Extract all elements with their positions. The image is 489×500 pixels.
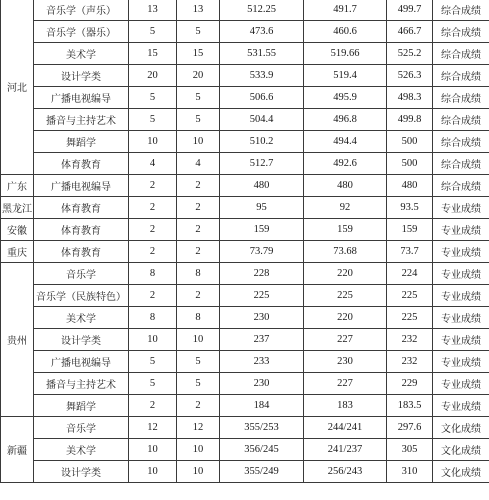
min-score-cell: 494.4 xyxy=(304,131,387,153)
major-cell: 体育教育 xyxy=(34,241,129,263)
major-cell: 体育教育 xyxy=(34,153,129,175)
table-row xyxy=(1,285,489,307)
admission-basis-cell: 综合成绩 xyxy=(433,0,489,21)
enrolled-count-cell: 13 xyxy=(177,0,220,21)
plan-count-cell: 12 xyxy=(129,417,177,439)
max-score-cell: 510.2 xyxy=(220,131,304,153)
admission-basis-cell: 综合成绩 xyxy=(433,87,489,109)
max-score-cell: 237 xyxy=(220,329,304,351)
plan-count-cell: 15 xyxy=(129,43,177,65)
enrolled-count-cell: 2 xyxy=(177,285,220,307)
enrolled-count-cell: 2 xyxy=(177,219,220,241)
min-score-cell: 73.68 xyxy=(304,241,387,263)
enrolled-count-cell: 2 xyxy=(177,197,220,219)
min-score-cell: 256/243 xyxy=(304,461,387,483)
max-score-cell: 506.6 xyxy=(220,87,304,109)
avg-score-cell: 500 xyxy=(387,131,433,153)
major-cell: 音乐学（民族特色） xyxy=(34,285,129,307)
admission-basis-cell: 综合成绩 xyxy=(433,109,489,131)
table-row xyxy=(1,373,489,395)
admission-basis-cell: 文化成绩 xyxy=(433,439,489,461)
plan-count-cell: 8 xyxy=(129,307,177,329)
major-cell: 音乐学（器乐） xyxy=(34,21,129,43)
avg-score-cell: 232 xyxy=(387,351,433,373)
avg-score-cell: 93.5 xyxy=(387,197,433,219)
admission-basis-cell: 综合成绩 xyxy=(433,65,489,87)
max-score-cell: 533.9 xyxy=(220,65,304,87)
min-score-cell: 225 xyxy=(304,285,387,307)
min-score-cell: 495.9 xyxy=(304,87,387,109)
avg-score-cell: 500 xyxy=(387,153,433,175)
major-cell: 设计学类 xyxy=(34,461,129,483)
major-cell: 播音与主持艺术 xyxy=(34,109,129,131)
major-cell: 广播电视编导 xyxy=(34,175,129,197)
min-score-cell: 220 xyxy=(304,263,387,285)
admission-basis-cell: 专业成绩 xyxy=(433,373,489,395)
plan-count-cell: 2 xyxy=(129,395,177,417)
major-cell: 体育教育 xyxy=(34,219,129,241)
max-score-cell: 233 xyxy=(220,351,304,373)
max-score-cell: 504.4 xyxy=(220,109,304,131)
region-cell: 重庆 xyxy=(1,241,34,263)
avg-score-cell: 499.7 xyxy=(387,0,433,21)
min-score-cell: 519.66 xyxy=(304,43,387,65)
min-score-cell: 496.8 xyxy=(304,109,387,131)
admission-basis-cell: 综合成绩 xyxy=(433,131,489,153)
major-cell: 舞蹈学 xyxy=(34,131,129,153)
admission-basis-cell: 专业成绩 xyxy=(433,219,489,241)
table-row xyxy=(1,175,489,197)
admission-basis-cell: 专业成绩 xyxy=(433,263,489,285)
table-row xyxy=(1,43,489,65)
avg-score-cell: 305 xyxy=(387,439,433,461)
avg-score-cell: 73.7 xyxy=(387,241,433,263)
plan-count-cell: 2 xyxy=(129,175,177,197)
admission-basis-cell: 文化成绩 xyxy=(433,417,489,439)
table-row xyxy=(1,65,489,87)
min-score-cell: 159 xyxy=(304,219,387,241)
plan-count-cell: 2 xyxy=(129,241,177,263)
avg-score-cell: 466.7 xyxy=(387,21,433,43)
major-cell: 舞蹈学 xyxy=(34,395,129,417)
min-score-cell: 460.6 xyxy=(304,21,387,43)
admission-basis-cell: 专业成绩 xyxy=(433,241,489,263)
major-cell: 设计学类 xyxy=(34,329,129,351)
avg-score-cell: 224 xyxy=(387,263,433,285)
enrolled-count-cell: 5 xyxy=(177,351,220,373)
plan-count-cell: 5 xyxy=(129,351,177,373)
avg-score-cell: 525.2 xyxy=(387,43,433,65)
table-row xyxy=(1,0,489,21)
avg-score-cell: 499.8 xyxy=(387,109,433,131)
plan-count-cell: 5 xyxy=(129,109,177,131)
enrolled-count-cell: 12 xyxy=(177,417,220,439)
table-row xyxy=(1,395,489,417)
avg-score-cell: 229 xyxy=(387,373,433,395)
max-score-cell: 531.55 xyxy=(220,43,304,65)
table-row xyxy=(1,87,489,109)
admission-basis-cell: 专业成绩 xyxy=(433,395,489,417)
max-score-cell: 356/245 xyxy=(220,439,304,461)
major-cell: 广播电视编导 xyxy=(34,351,129,373)
max-score-cell: 73.79 xyxy=(220,241,304,263)
major-cell: 体育教育 xyxy=(34,197,129,219)
enrolled-count-cell: 5 xyxy=(177,373,220,395)
max-score-cell: 230 xyxy=(220,307,304,329)
admission-basis-cell: 专业成绩 xyxy=(433,307,489,329)
enrolled-count-cell: 8 xyxy=(177,263,220,285)
enrolled-count-cell: 10 xyxy=(177,461,220,483)
plan-count-cell: 2 xyxy=(129,197,177,219)
admission-basis-cell: 文化成绩 xyxy=(433,461,489,483)
table-row xyxy=(1,241,489,263)
admission-basis-cell: 专业成绩 xyxy=(433,329,489,351)
enrolled-count-cell: 5 xyxy=(177,21,220,43)
table-row xyxy=(1,197,489,219)
enrolled-count-cell: 10 xyxy=(177,131,220,153)
major-cell: 广播电视编导 xyxy=(34,87,129,109)
major-cell: 音乐学 xyxy=(34,263,129,285)
plan-count-cell: 10 xyxy=(129,131,177,153)
plan-count-cell: 10 xyxy=(129,439,177,461)
table-row xyxy=(1,21,489,43)
max-score-cell: 225 xyxy=(220,285,304,307)
avg-score-cell: 498.3 xyxy=(387,87,433,109)
region-cell: 河北 xyxy=(1,0,34,175)
major-cell: 美术学 xyxy=(34,439,129,461)
enrolled-count-cell: 10 xyxy=(177,329,220,351)
avg-score-cell: 232 xyxy=(387,329,433,351)
plan-count-cell: 4 xyxy=(129,153,177,175)
plan-count-cell: 20 xyxy=(129,65,177,87)
admission-basis-cell: 综合成绩 xyxy=(433,153,489,175)
table-row xyxy=(1,461,489,483)
table-row xyxy=(1,417,489,439)
avg-score-cell: 225 xyxy=(387,285,433,307)
min-score-cell: 220 xyxy=(304,307,387,329)
min-score-cell: 92 xyxy=(304,197,387,219)
avg-score-cell: 526.3 xyxy=(387,65,433,87)
max-score-cell: 512.25 xyxy=(220,0,304,21)
enrolled-count-cell: 4 xyxy=(177,153,220,175)
enrolled-count-cell: 8 xyxy=(177,307,220,329)
max-score-cell: 480 xyxy=(220,175,304,197)
max-score-cell: 159 xyxy=(220,219,304,241)
plan-count-cell: 13 xyxy=(129,0,177,21)
table-row xyxy=(1,329,489,351)
min-score-cell: 227 xyxy=(304,373,387,395)
avg-score-cell: 159 xyxy=(387,219,433,241)
min-score-cell: 183 xyxy=(304,395,387,417)
enrolled-count-cell: 2 xyxy=(177,241,220,263)
admission-basis-cell: 综合成绩 xyxy=(433,175,489,197)
table-row xyxy=(1,351,489,373)
major-cell: 音乐学（声乐） xyxy=(34,0,129,21)
max-score-cell: 230 xyxy=(220,373,304,395)
major-cell: 播音与主持艺术 xyxy=(34,373,129,395)
admission-basis-cell: 综合成绩 xyxy=(433,43,489,65)
max-score-cell: 355/253 xyxy=(220,417,304,439)
table-row xyxy=(1,307,489,329)
major-cell: 美术学 xyxy=(34,43,129,65)
plan-count-cell: 10 xyxy=(129,461,177,483)
table-row xyxy=(1,109,489,131)
table-row xyxy=(1,439,489,461)
avg-score-cell: 297.6 xyxy=(387,417,433,439)
min-score-cell: 244/241 xyxy=(304,417,387,439)
table-row xyxy=(1,131,489,153)
enrolled-count-cell: 2 xyxy=(177,175,220,197)
enrolled-count-cell: 5 xyxy=(177,87,220,109)
plan-count-cell: 2 xyxy=(129,219,177,241)
min-score-cell: 227 xyxy=(304,329,387,351)
plan-count-cell: 10 xyxy=(129,329,177,351)
major-cell: 美术学 xyxy=(34,307,129,329)
avg-score-cell: 225 xyxy=(387,307,433,329)
enrolled-count-cell: 15 xyxy=(177,43,220,65)
region-cell: 黑龙江 xyxy=(1,197,34,219)
min-score-cell: 519.4 xyxy=(304,65,387,87)
min-score-cell: 480 xyxy=(304,175,387,197)
major-cell: 音乐学 xyxy=(34,417,129,439)
avg-score-cell: 480 xyxy=(387,175,433,197)
admission-basis-cell: 专业成绩 xyxy=(433,351,489,373)
admission-basis-cell: 综合成绩 xyxy=(433,21,489,43)
admission-basis-cell: 专业成绩 xyxy=(433,285,489,307)
min-score-cell: 241/237 xyxy=(304,439,387,461)
enrolled-count-cell: 5 xyxy=(177,109,220,131)
admission-basis-cell: 专业成绩 xyxy=(433,197,489,219)
avg-score-cell: 183.5 xyxy=(387,395,433,417)
plan-count-cell: 5 xyxy=(129,87,177,109)
max-score-cell: 95 xyxy=(220,197,304,219)
region-cell: 贵州 xyxy=(1,263,34,417)
max-score-cell: 512.7 xyxy=(220,153,304,175)
min-score-cell: 492.6 xyxy=(304,153,387,175)
min-score-cell: 230 xyxy=(304,351,387,373)
region-cell: 新疆 xyxy=(1,417,34,483)
plan-count-cell: 5 xyxy=(129,21,177,43)
enrolled-count-cell: 2 xyxy=(177,395,220,417)
region-cell: 广东 xyxy=(1,175,34,197)
region-cell: 安徽 xyxy=(1,219,34,241)
table-row xyxy=(1,219,489,241)
avg-score-cell: 310 xyxy=(387,461,433,483)
enrolled-count-cell: 10 xyxy=(177,439,220,461)
enrolled-count-cell: 20 xyxy=(177,65,220,87)
table-body xyxy=(1,0,489,483)
max-score-cell: 228 xyxy=(220,263,304,285)
major-cell: 设计学类 xyxy=(34,65,129,87)
plan-count-cell: 5 xyxy=(129,373,177,395)
max-score-cell: 473.6 xyxy=(220,21,304,43)
table-row xyxy=(1,153,489,175)
plan-count-cell: 8 xyxy=(129,263,177,285)
plan-count-cell: 2 xyxy=(129,285,177,307)
table-row xyxy=(1,263,489,285)
min-score-cell: 491.7 xyxy=(304,0,387,21)
max-score-cell: 355/249 xyxy=(220,461,304,483)
max-score-cell: 184 xyxy=(220,395,304,417)
